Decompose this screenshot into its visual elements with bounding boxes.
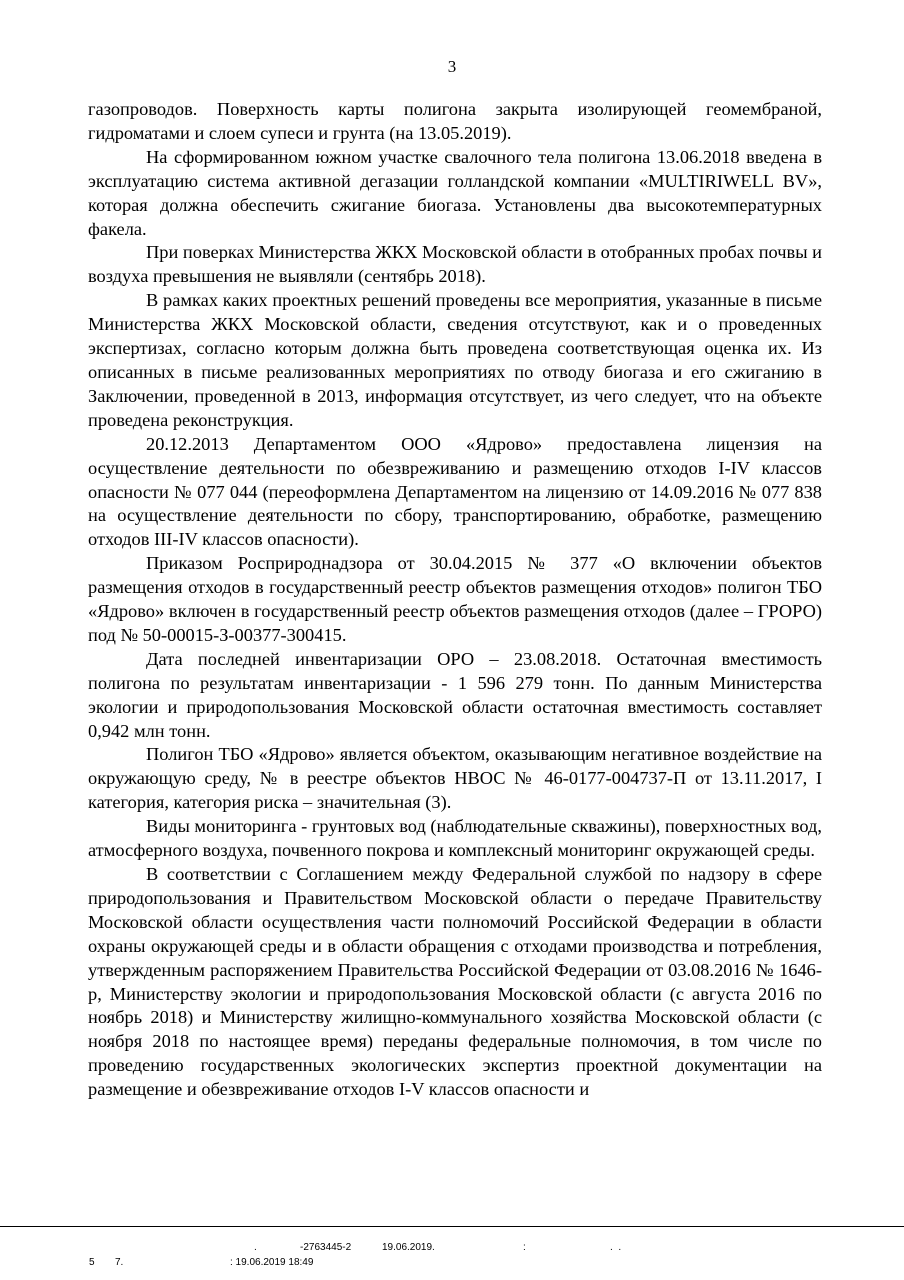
paragraph-7: Дата последней инвентаризации ОРО – 23.08.2018. Остаточная вместимость полигона по результатам инвентаризации - 1 596 279 тонн. По данным Министерства экологии и природопользования Московской области остаточная вместимость составляет 0,942 млн тонн. [88,648,822,741]
page-number: 3 [447,57,457,76]
footer-colon: : [523,1242,526,1253]
footer-date: 19.06.2019. [382,1242,435,1253]
paragraph-8: Полигон ТБО «Ядрово» является объектом, оказывающим негативное воздействие на окружающую среду, № в реестре объектов НВОС № 46-0177-004737-П от 13.11.2017, I категория, категория риска – значительная (3). [88,744,822,813]
document-body [88,98,822,1102]
footer-timestamp: : 19.06.2019 18:49 [230,1257,314,1268]
footer-dots: . . [610,1242,622,1253]
paragraph-9: Виды мониторинга - грунтовых вод (наблюдательные скважины), поверхностных вод, атмосферного воздуха, почвенного покрова и комплексный мониторинг окружающей среды. [88,816,822,861]
footer-page: 5 [89,1257,95,1268]
paragraph-6: Приказом Росприроднадзора от 30.04.2015 № 377 «О включении объектов размещения отходов в государственный реестр объектов размещения отходов» полигон ТБО «Ядрово» включен в государственный реестр объектов размещения отходов (далее – ГРОРО) под № 50-00015-З-00377-300415. [88,553,822,645]
paragraph-1: газопроводов. Поверхность карты полигона закрыта изолирующей геомембраной, гидроматами и слоем супеси и грунта (на 13.05.2019). [88,99,822,143]
paragraph-3: При поверках Министерства ЖКХ Московской области в отобранных пробах почвы и воздуха превышения не выявляли (сентябрь 2018). [88,242,822,287]
footer-dot: . [254,1242,257,1253]
paragraph-5: 20.12.2013 Департаментом ООО «Ядрово» предоставлена лицензия на осуществление деятельности по обезвреживанию и размещению отходов I-IV классов опасности № 077 044 (переоформлена Департаментом на лицензию от 14.09.2016 № 077 838 на осуществление деятельности по сбору, транспортированию, обработке, размещению отходов III-IV классов опасности). [88,433,822,550]
footer-doc-number: -2763445-2 [300,1242,352,1253]
footer-total-pages: 7. [115,1257,124,1268]
footer-divider [0,1226,904,1227]
paragraph-2: На сформированном южном участке свалочного тела полигона 13.06.2018 введена в эксплуатацию система активной дегазации голландской компании «MULTIRIWELL BV», которая должна обеспечить сжигание биогаза. Установлены два высокотемпературных факела. [88,146,822,239]
paragraph-10: В соответствии с Соглашением между Федеральной службой по надзору в сфере природопользования и Правительством Московской области о передаче Правительству Московской области осуществления части полномочий Российской Федерации в области охраны окружающей среды и в области обращения с отходами производства и потребления, утвержденным распоряжением Правительства Российской Федерации от 03.08.2016 № 1646-р, Министерству экологии и природопользования Московской области (с августа 2016 по ноябрь 2018) и Министерству жилищно-коммунального хозяйства Московской области (с ноября 2018 по настоящее время) переданы федеральные полномочия, в том числе по проведению государственных экологических экспертиз проектной документации на размещение и обезвреживание отходов I-V классов опасности и [88,864,822,1100]
paragraph-4: В рамках каких проектных решений проведены все мероприятия, указанные в письме Министерства ЖКХ Московской области, сведения отсутствуют, как и о проведенных экспертизах, согласно которым должна быть проведена соответствующая оценка их. Из описанных в письме реализованных мероприятиях по отводу биогаза и его сжиганию в Заключении, проведенной в 2013, информация отсутствует, из чего следует, что на объекте проведена реконструкция. [88,290,822,430]
